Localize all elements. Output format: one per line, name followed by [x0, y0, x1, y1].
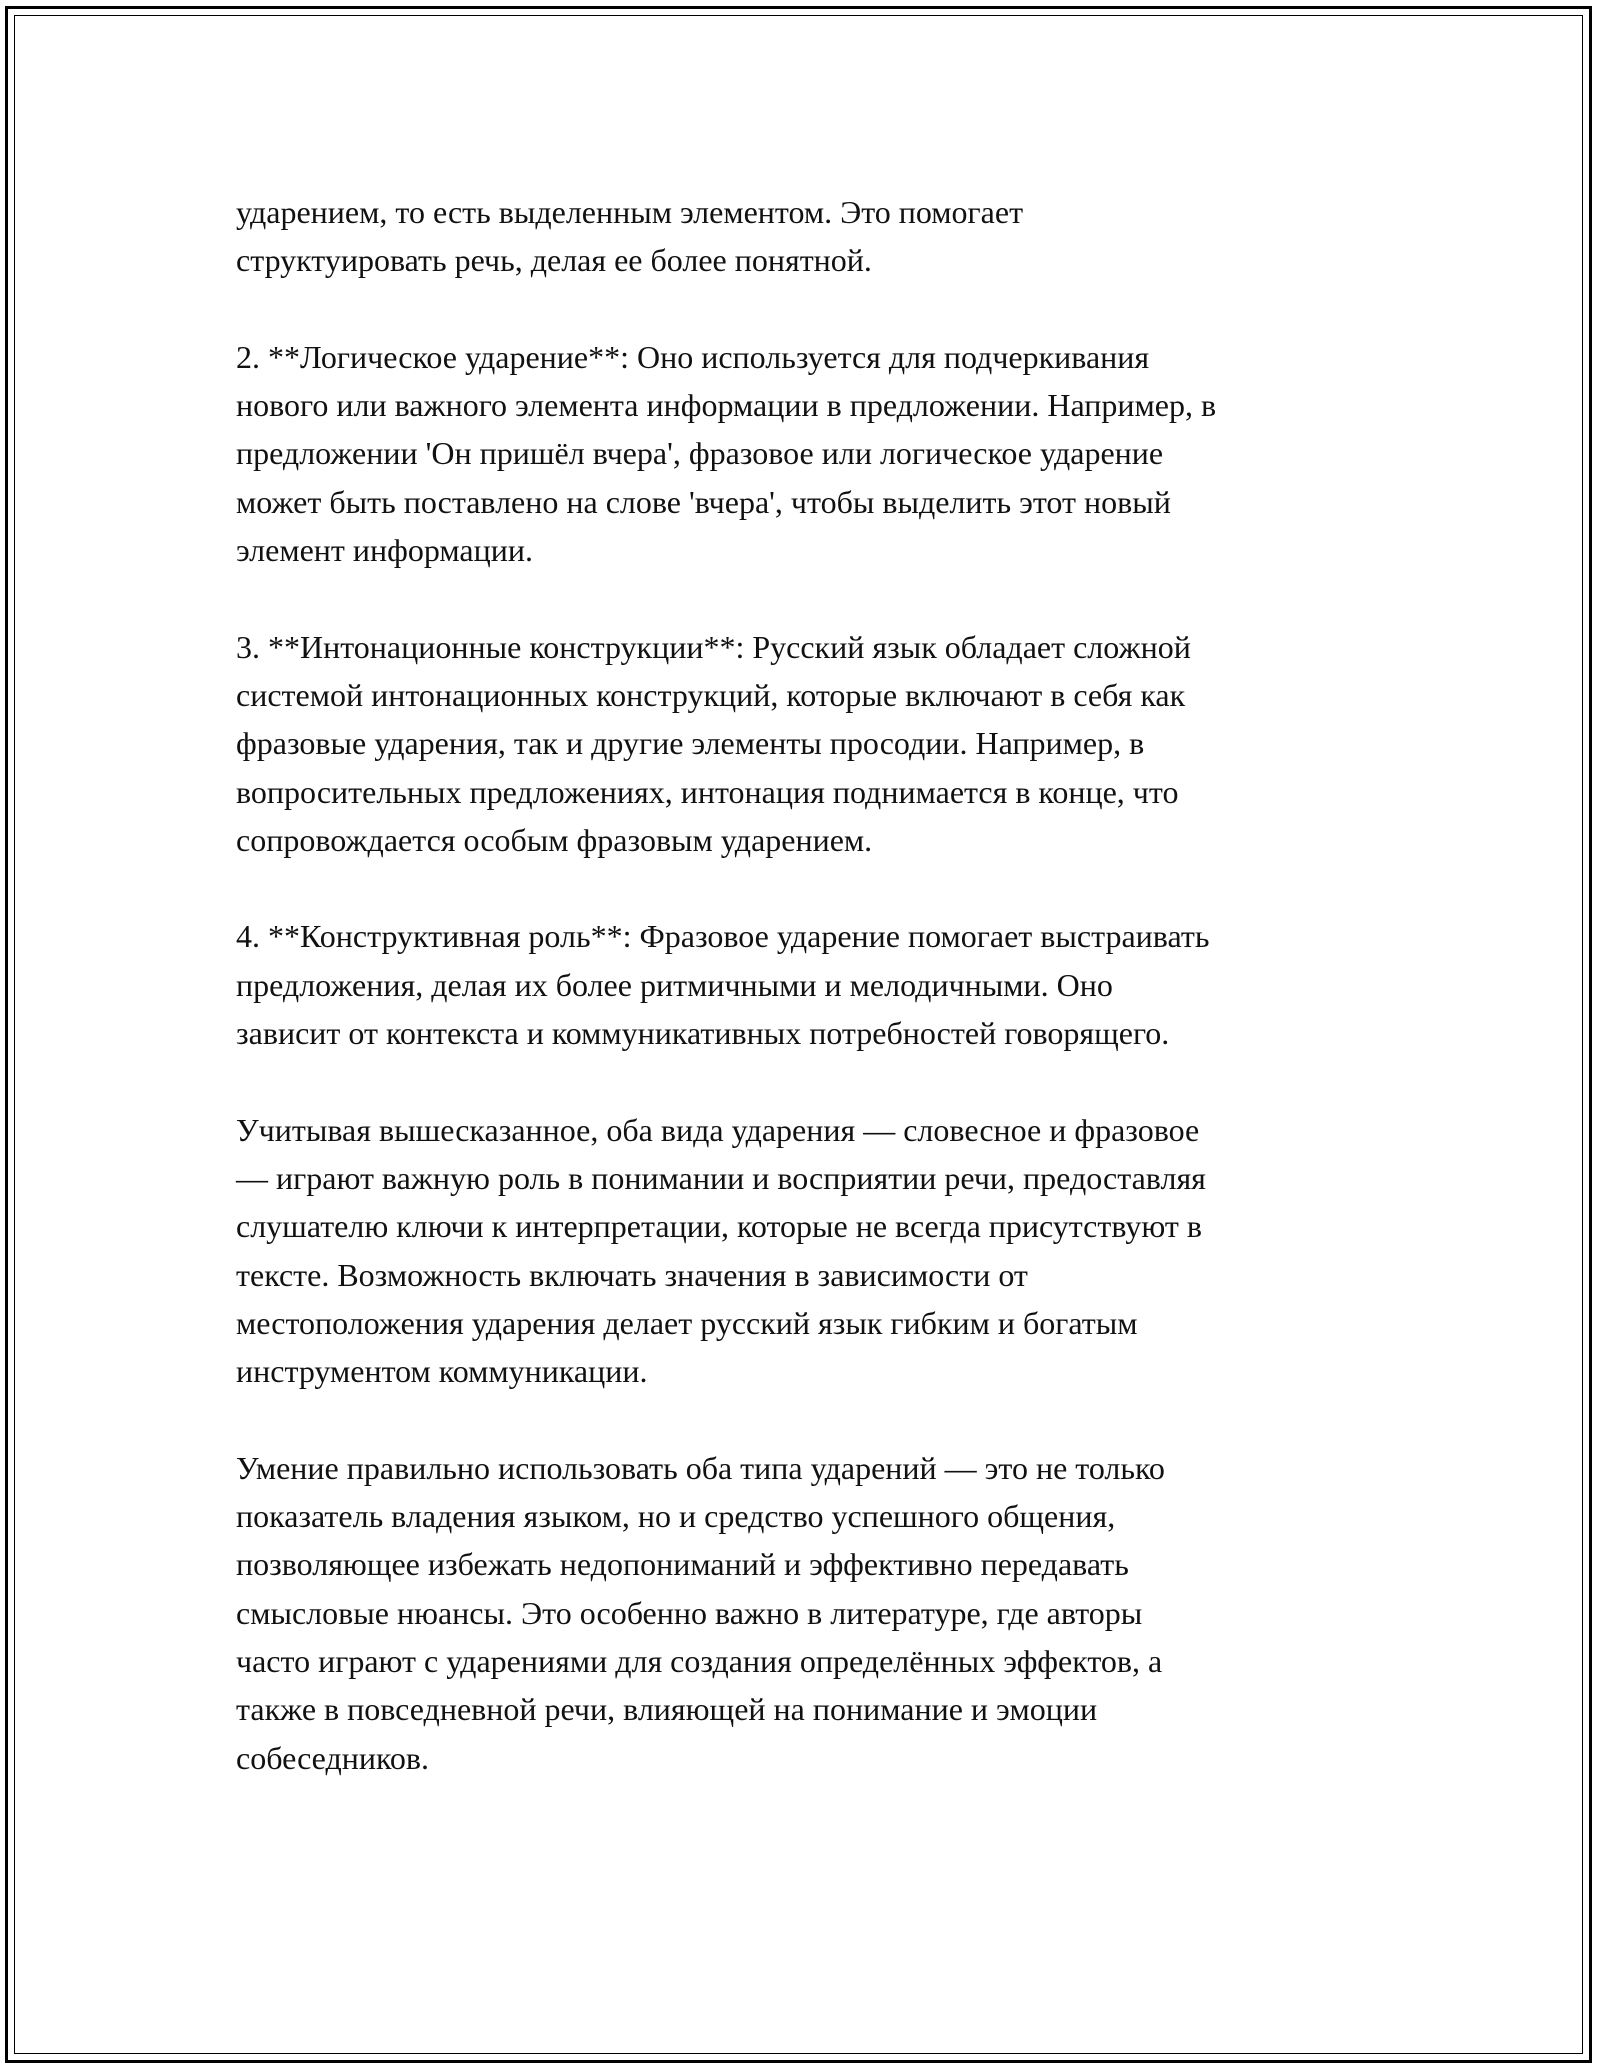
text-line: фразовые ударения, так и другие элементы просодии. Например, в: [236, 725, 1145, 762]
document-body: [236, 188, 1416, 1782]
text-line: предложения, делая их более ритмичными и мелодичными. Оно: [236, 966, 1113, 1003]
text-line: инструментом коммуникации.: [236, 1353, 648, 1390]
text-line: слушателю ключи к интерпретации, которые не всегда присутствуют в: [236, 1208, 1202, 1245]
text-line: также в повседневной речи, влияющей на понимание и эмоции: [236, 1691, 1098, 1728]
text-line: зависит от контекста и коммуникативных потребностей говорящего.: [236, 1015, 1170, 1052]
text-line: — играют важную роль в понимании и восприятии речи, предоставляя: [236, 1159, 1206, 1196]
paragraph-continuation: [236, 188, 1416, 285]
paragraph-intonation-constructions: [236, 623, 1416, 864]
text-line: показатель владения языком, но и средство успешного общения,: [236, 1498, 1116, 1535]
text-line: 3. **Интонационные конструкции**: Русский язык обладает сложной: [236, 628, 1191, 665]
paragraph-summary: [236, 1106, 1416, 1396]
text-line: системой интонационных конструкций, которые включают в себя как: [236, 676, 1186, 713]
text-line: 2. **Логическое ударение**: Оно используется для подчеркивания: [236, 338, 1150, 375]
text-line: структуировать речь, делая ее более понятной.: [236, 242, 872, 279]
text-line: элемент информации.: [236, 532, 533, 569]
text-line: тексте. Возможность включать значения в зависимости от: [236, 1256, 1028, 1293]
text-line: местоположения ударения делает русский язык гибким и богатым: [236, 1304, 1138, 1341]
text-line: сопровождается особым фразовым ударением.: [236, 821, 873, 858]
text-line: вопросительных предложениях, интонация поднимается в конце, что: [236, 773, 1179, 810]
text-line: позволяющее избежать недопониманий и эффективно передавать: [236, 1546, 1129, 1583]
text-line: ударением, то есть выделенным элементом. Это помогает: [236, 194, 1024, 230]
text-line: Учитывая вышесказанное, оба вида ударения — словесное и фразовое: [236, 1111, 1200, 1148]
paragraph-conclusion: [236, 1444, 1416, 1782]
text-line: 4. **Конструктивная роль**: Фразовое ударение помогает выстраивать: [236, 918, 1210, 955]
text-line: часто играют с ударениями для создания определённых эффектов, а: [236, 1642, 1163, 1679]
text-line: смысловые нюансы. Это особенно важно в литературе, где авторы: [236, 1594, 1143, 1631]
paragraph-constructive-role: [236, 912, 1416, 1057]
text-line: нового или важного элемента информации в предложении. Например, в: [236, 387, 1217, 424]
paragraph-logical-stress: [236, 333, 1416, 574]
text-line: Умение правильно использовать оба типа ударений — это не только: [236, 1449, 1165, 1486]
text-line: собеседников.: [236, 1739, 429, 1776]
text-line: может быть поставлено на слове 'вчера', чтобы выделить этот новый: [236, 483, 1171, 520]
text-line: предложении 'Он пришёл вчера', фразовое или логическое ударение: [236, 435, 1164, 472]
